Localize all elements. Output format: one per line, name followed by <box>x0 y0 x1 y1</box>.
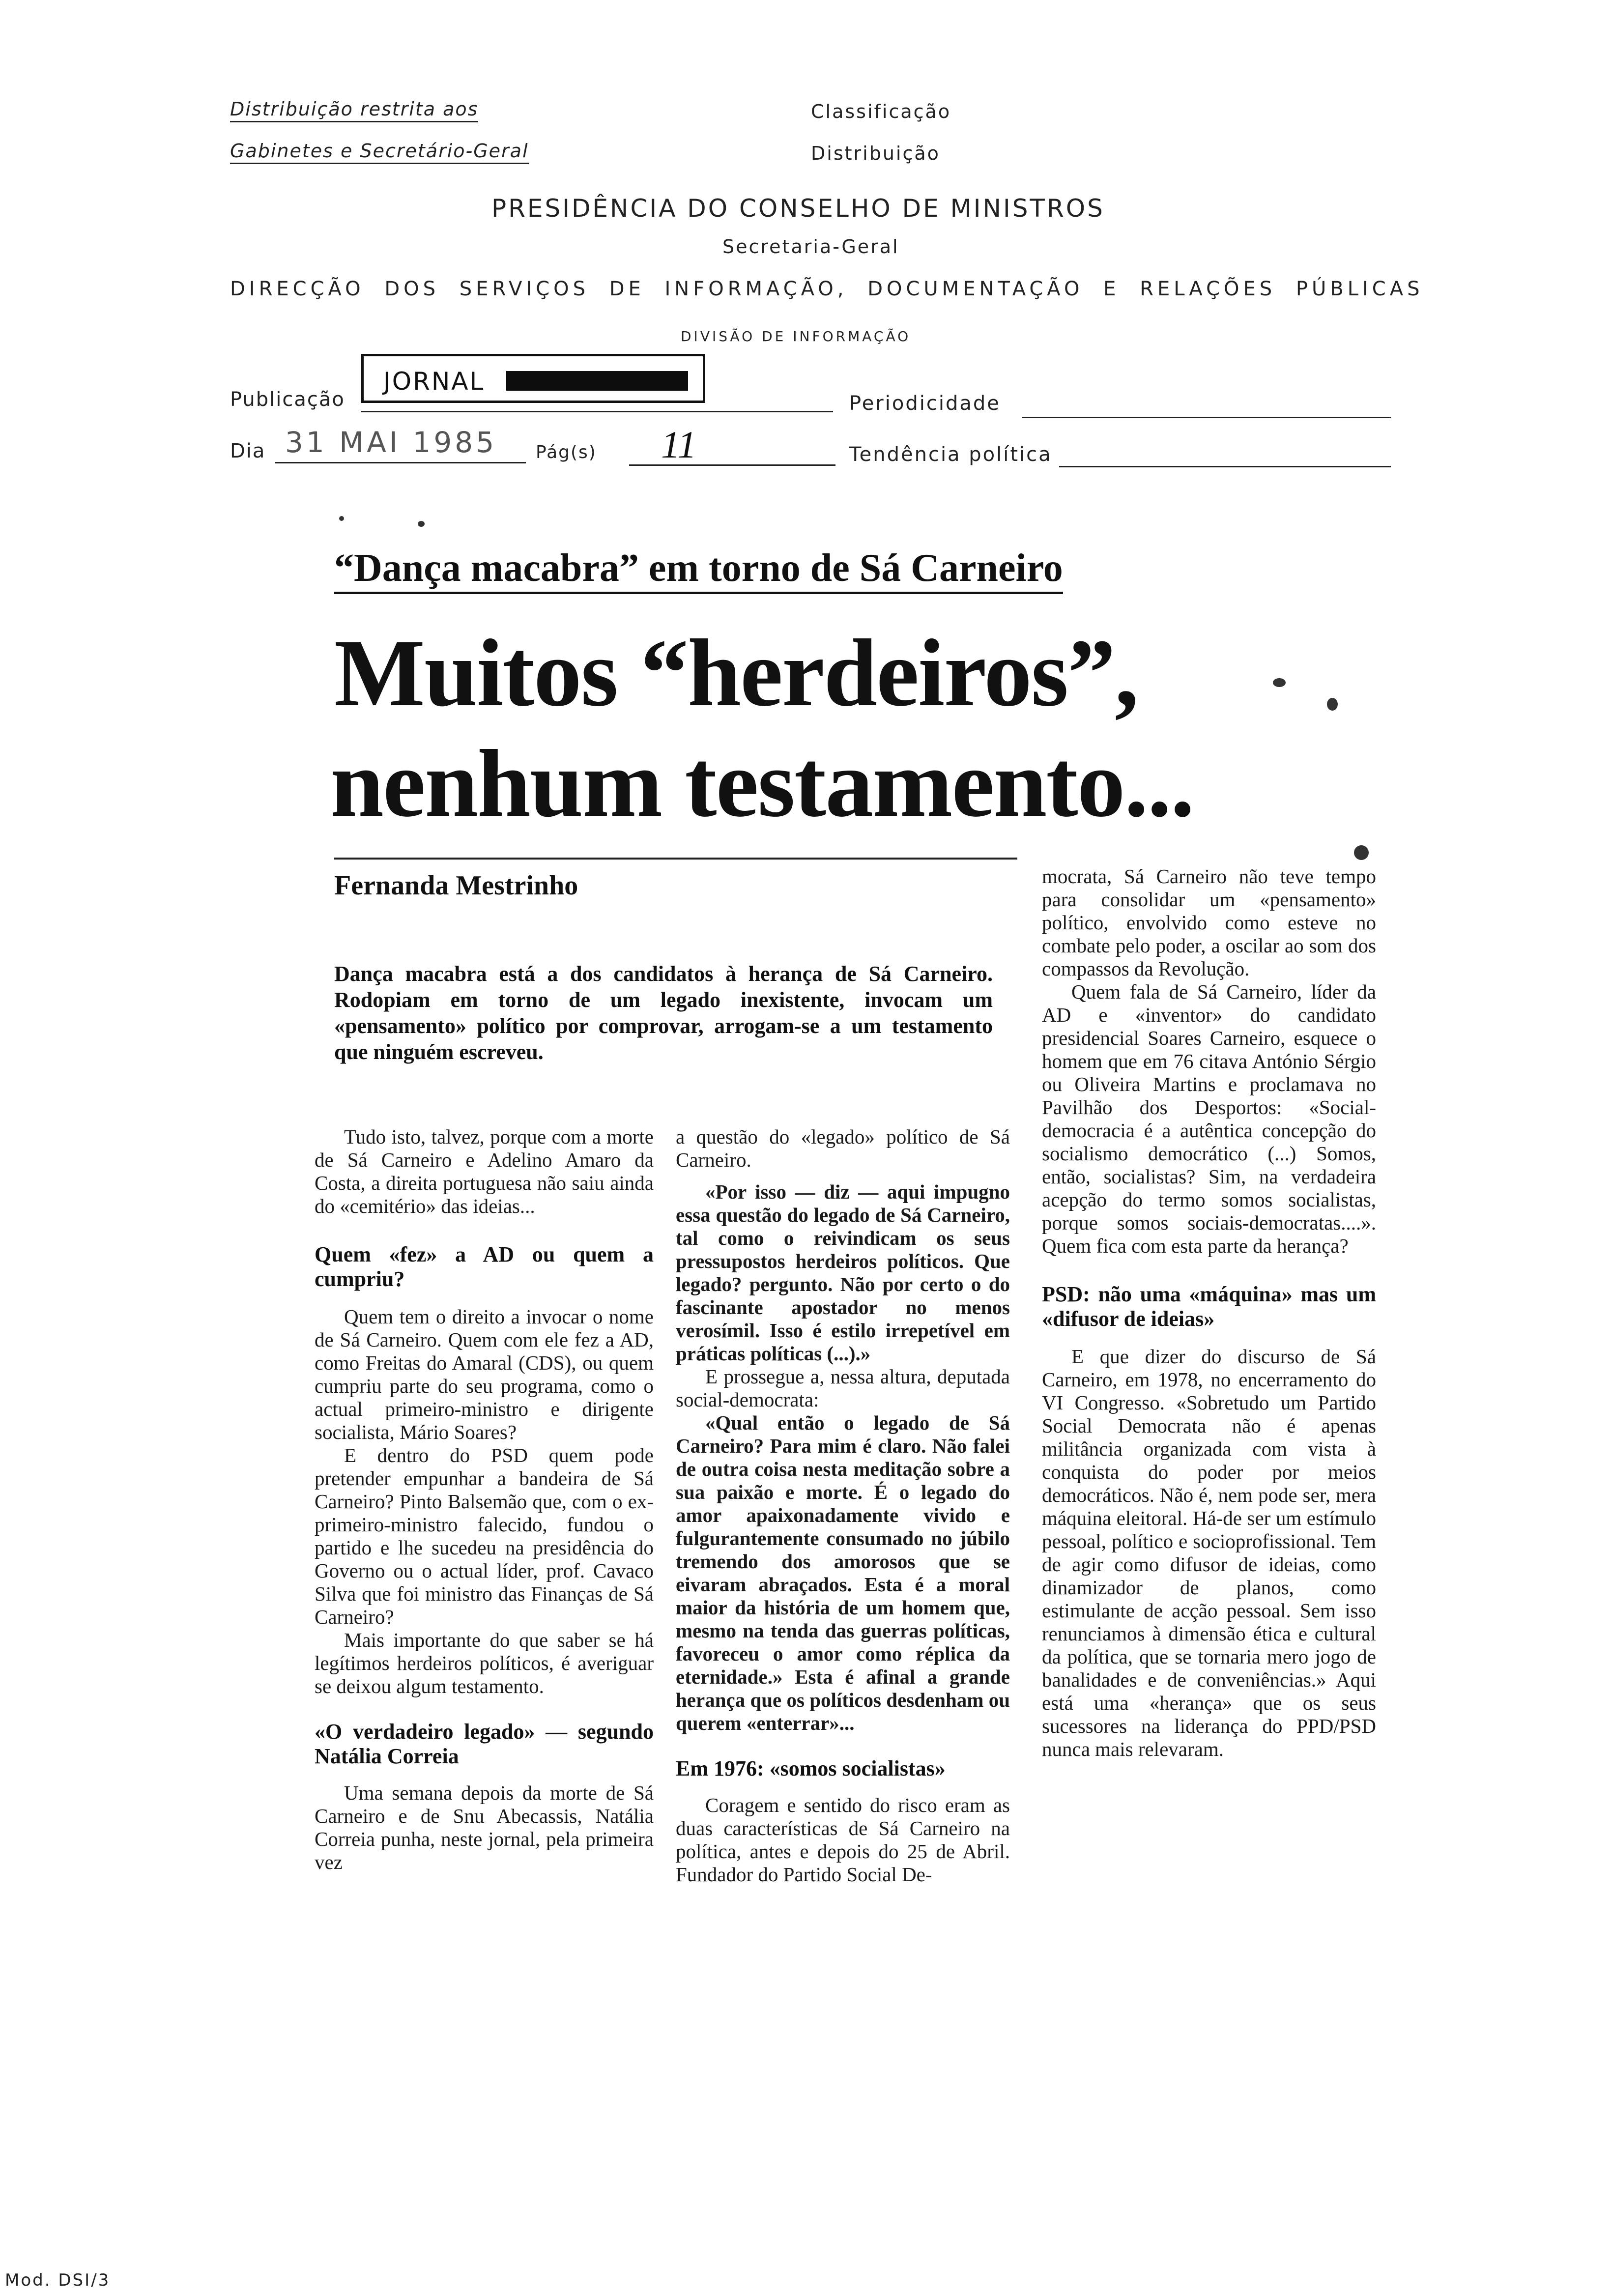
col2-paragraph-1: a questão do «legado» político de Sá Carneiro. <box>676 1125 1010 1171</box>
col2-paragraph-5: Coragem e sentido do risco eram as duas características de Sá Carneiro na política, antes e depois do 25 de Abril. Fundador do Partido Social De- <box>676 1794 1010 1886</box>
col2-paragraph-4: «Qual então o legado de Sá Carneiro? Para mim é claro. Não falei de outra coisa nesta meditação sobre a sua paixão e morte. É o legado do amor apaixonadamente vivido e fulgurantemente consumado no júbilo tremendo dos amorosos que se eivaram abraçados. Esta é a moral maior da história de um homem que, mesmo na tenda das guerras políticas, favoreceu o amor como réplica da eternidade.» Esta é afinal a grande herança que os políticos desdenham ou querem «enterrar»... <box>676 1411 1010 1734</box>
col3-paragraph-3: E que dizer do discurso de Sá Carneiro, em 1978, no encerramento do VI Congresso. «Sobretudo um Partido Social Democrata não é apenas militância organizada com vista à conquista do poder por meios democráticos. Não é, nem pode ser, mera máquina eleitoral. Há-de ser um estímulo pessoal, político e socioprofissional. Tem de agir como difusor de ideias, como dinamizador de planos, como estimulante de acção pessoal. Sem isso renunciamos à dimensão ética e cultural da política, que se tornaria mero jogo de banalidades e de conveniências.» Aqui está uma «herança» que os seus sucessores na liderança do PPD/PSD nunca mais relevaram. <box>1042 1345 1376 1760</box>
distribution-line-2: Gabinetes e Secretário-Geral <box>230 140 529 164</box>
distribuicao-label: Distribuição <box>811 143 940 164</box>
pags-value: 11 <box>661 423 697 466</box>
col1-paragraph-1: Tudo isto, talvez, porque com a morte de Sá Carneiro e Adelino Amaro da Costa, a direita portuguesa não saiu ainda do «cemitério» das ideias... <box>315 1125 654 1217</box>
col1-paragraph-5: Uma semana depois da morte de Sá Carneiro e de Snu Abecassis, Natália Correia punha, neste jornal, pela primeira vez <box>315 1781 654 1873</box>
col2-subhead: Em 1976: «somos socialistas» <box>676 1756 946 1780</box>
pags-field-line <box>629 464 835 466</box>
tendencia-label: Tendência política <box>849 443 1052 466</box>
org-subtitle: Secretaria-Geral <box>722 236 899 258</box>
scan-speck <box>1354 845 1369 860</box>
scan-speck <box>1273 678 1286 687</box>
article-author: Fernanda Mestrinho <box>334 870 578 901</box>
form-code: Mod. DSI/3 <box>5 2270 111 2290</box>
publicacao-box <box>361 354 705 403</box>
divisao-line: DIVISÃO DE INFORMAÇÃO <box>681 328 911 344</box>
headline-rule <box>334 858 1017 860</box>
col2-paragraph-2: «Por isso — diz — aqui impugno essa questão do legado de Sá Carneiro, tal como o reivindicam os seus pressupostos herdeiros políticos. Que legado? pergunto. Não por certo o do fascinante apostador no menos verosímil. Isso é estilo irrepetível em práticas políticas (...).» <box>676 1180 1010 1365</box>
publicacao-label: Publicação <box>230 388 345 411</box>
article-column-2 <box>676 1125 1010 1886</box>
scan-speck <box>1327 698 1338 711</box>
dia-label: Dia <box>230 440 266 462</box>
article-headline-line-1: Muitos “herdeiros”, <box>334 620 1138 726</box>
scan-speck <box>339 516 344 521</box>
pags-label: Pág(s) <box>536 442 597 462</box>
redaction-bar <box>506 371 688 391</box>
col2-paragraph-3: E prossegue a, nessa altura, deputada social-democrata: <box>676 1365 1010 1411</box>
dia-field-line <box>275 462 526 463</box>
col1-subhead-2: «O verdadeiro legado» — segundo Natália Correia <box>315 1720 654 1768</box>
dia-value: 31 MAI 1985 <box>285 426 497 459</box>
org-title: PRESIDÊNCIA DO CONSELHO DE MINISTROS <box>491 194 1105 223</box>
article-headline-line-2: nenhum testamento... <box>330 730 1194 837</box>
classificacao-label: Classificação <box>811 101 951 122</box>
periodicidade-field-line <box>1022 417 1391 418</box>
tendencia-field-line <box>1059 466 1391 467</box>
publicacao-field-line <box>361 411 833 412</box>
article-lead: Dança macabra está a dos candidatos à herança de Sá Carneiro. Rodopiam em torno de um legado inexistente, invocam um «pensamento» político por comprovar, arrogam-se a um testamento que ninguém escreveu. <box>334 962 993 1064</box>
col1-paragraph-2: Quem tem o direito a invocar o nome de Sá Carneiro. Quem com ele fez a AD, como Freitas do Amaral (CDS), ou quem cumpriu parte do seu programa, como o actual primeiro-ministro e dirigente socialista, Mário Soares? <box>315 1305 654 1443</box>
publicacao-value: JORNAL <box>383 367 485 396</box>
col1-paragraph-4: Mais importante do que saber se há legítimos herdeiros políticos, é averiguar se deixou algum testamento. <box>315 1629 654 1697</box>
col1-paragraph-3: E dentro do PSD quem pode pretender empunhar a bandeira de Sá Carneiro? Pinto Balsemão que, com o ex-primeiro-ministro falecido, fundou o partido e lhe sucedeu na presidência do Governo ou o actual líder, prof. Cavaco Silva que foi ministro das Finanças de Sá Carneiro? <box>315 1444 654 1628</box>
col3-paragraph-2: Quem fala de Sá Carneiro, líder da AD e «inventor» do candidato presidencial Soares Carneiro, esquece o homem que em 76 citava António Sérgio ou Oliveira Martins e proclamava no Pavilhão dos Desportos: «Social-democracia é a autêntica concepção do socialismo democrático (...) Somos, então, socialistas? Sim, na verdadeira acepção do termo somos socialistas, porque somos sociais-democratas....». Quem fica com esta parte da herança? <box>1042 980 1376 1257</box>
article-column-3 <box>1042 865 1376 1761</box>
scan-speck <box>418 521 425 527</box>
col3-subhead: PSD: não uma «máquina» mas um «difusor de ideias» <box>1042 1282 1376 1331</box>
col1-subhead-1: Quem «fez» a AD ou quem a cumpriu? <box>315 1242 654 1291</box>
article-column-1 <box>315 1125 654 1874</box>
periodicidade-label: Periodicidade <box>849 392 1001 415</box>
col3-paragraph-1: mocrata, Sá Carneiro não teve tempo para consolidar um «pensamento» político, envolvido como esteve no combate pelo poder, a oscilar ao som dos compassos da Revolução. <box>1042 865 1376 980</box>
distribution-line-1: Distribuição restrita aos <box>230 98 478 122</box>
article-kicker: “Dança macabra” em torno de Sá Carneiro <box>334 545 1063 594</box>
direccao-line: DIRECÇÃO DOS SERVIÇOS DE INFORMAÇÃO, DOCUMENTAÇÃO E RELAÇÕES PÚBLICAS <box>230 278 1424 300</box>
